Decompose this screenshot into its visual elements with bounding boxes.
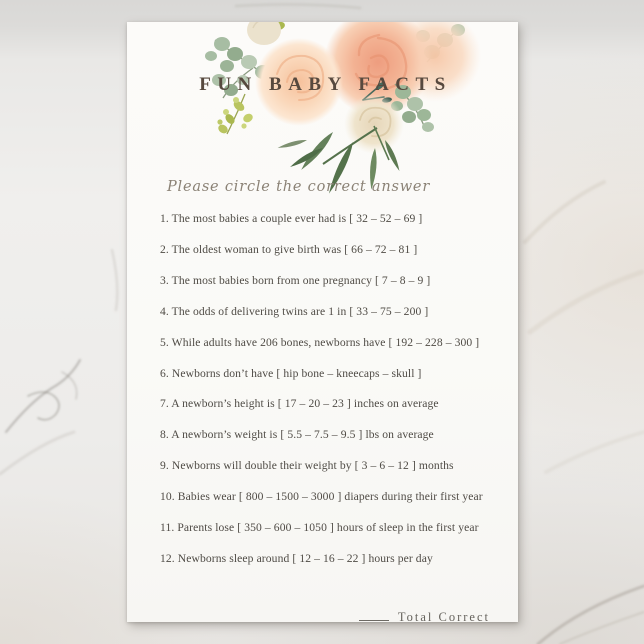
question-item: 12. Newborns sleep around [ 12 – 16 – 22 ] hours per day (160, 551, 433, 565)
instruction-text: Please circle the correct answer (167, 179, 431, 195)
rose-bud-cream (247, 22, 281, 45)
questions-list (160, 204, 514, 575)
rose-cream (344, 94, 404, 154)
question-item: 11. Parents lose [ 350 – 600 – 1050 ] hours of sleep in the first year (160, 521, 479, 535)
question-item: 6. Newborns don’t have [ hip bone – kneecaps – skull ] (160, 366, 422, 380)
question-item: 1. The most babies a couple ever had is [ 32 – 52 – 69 ] (160, 212, 423, 225)
floral-bouquet-illustration (127, 22, 518, 197)
question-item: 5. While adults have 206 bones, newborns have [ 192 – 228 – 300 ] (160, 335, 480, 349)
question-item: 7. A newborn’s height is [ 17 – 20 – 23 ] inches on average (160, 397, 439, 411)
question-item: 3. The most babies born from one pregnancy [ 7 – 8 – 9 ] (160, 273, 431, 287)
page-title: FUN BABY FACTS (199, 74, 452, 95)
total-correct-row (359, 610, 490, 622)
game-card (127, 22, 518, 622)
question-item: 10. Babies wear [ 800 – 1500 – 3000 ] diapers during their first year (160, 490, 483, 504)
question-item: 2. The oldest woman to give birth was [ 66 – 72 – 81 ] (160, 242, 418, 256)
total-correct-label: Total Correct (397, 610, 490, 622)
question-item: 4. The odds of delivering twins are 1 in [ 33 – 75 – 200 ] (160, 304, 429, 318)
question-item: 9. Newborns will double their weight by [ 3 – 6 – 12 ] months (160, 459, 454, 473)
question-item: 8. A newborn’s weight is [ 5.5 – 7.5 – 9.5 ] lbs on average (160, 428, 434, 442)
total-correct-blank (359, 610, 389, 621)
